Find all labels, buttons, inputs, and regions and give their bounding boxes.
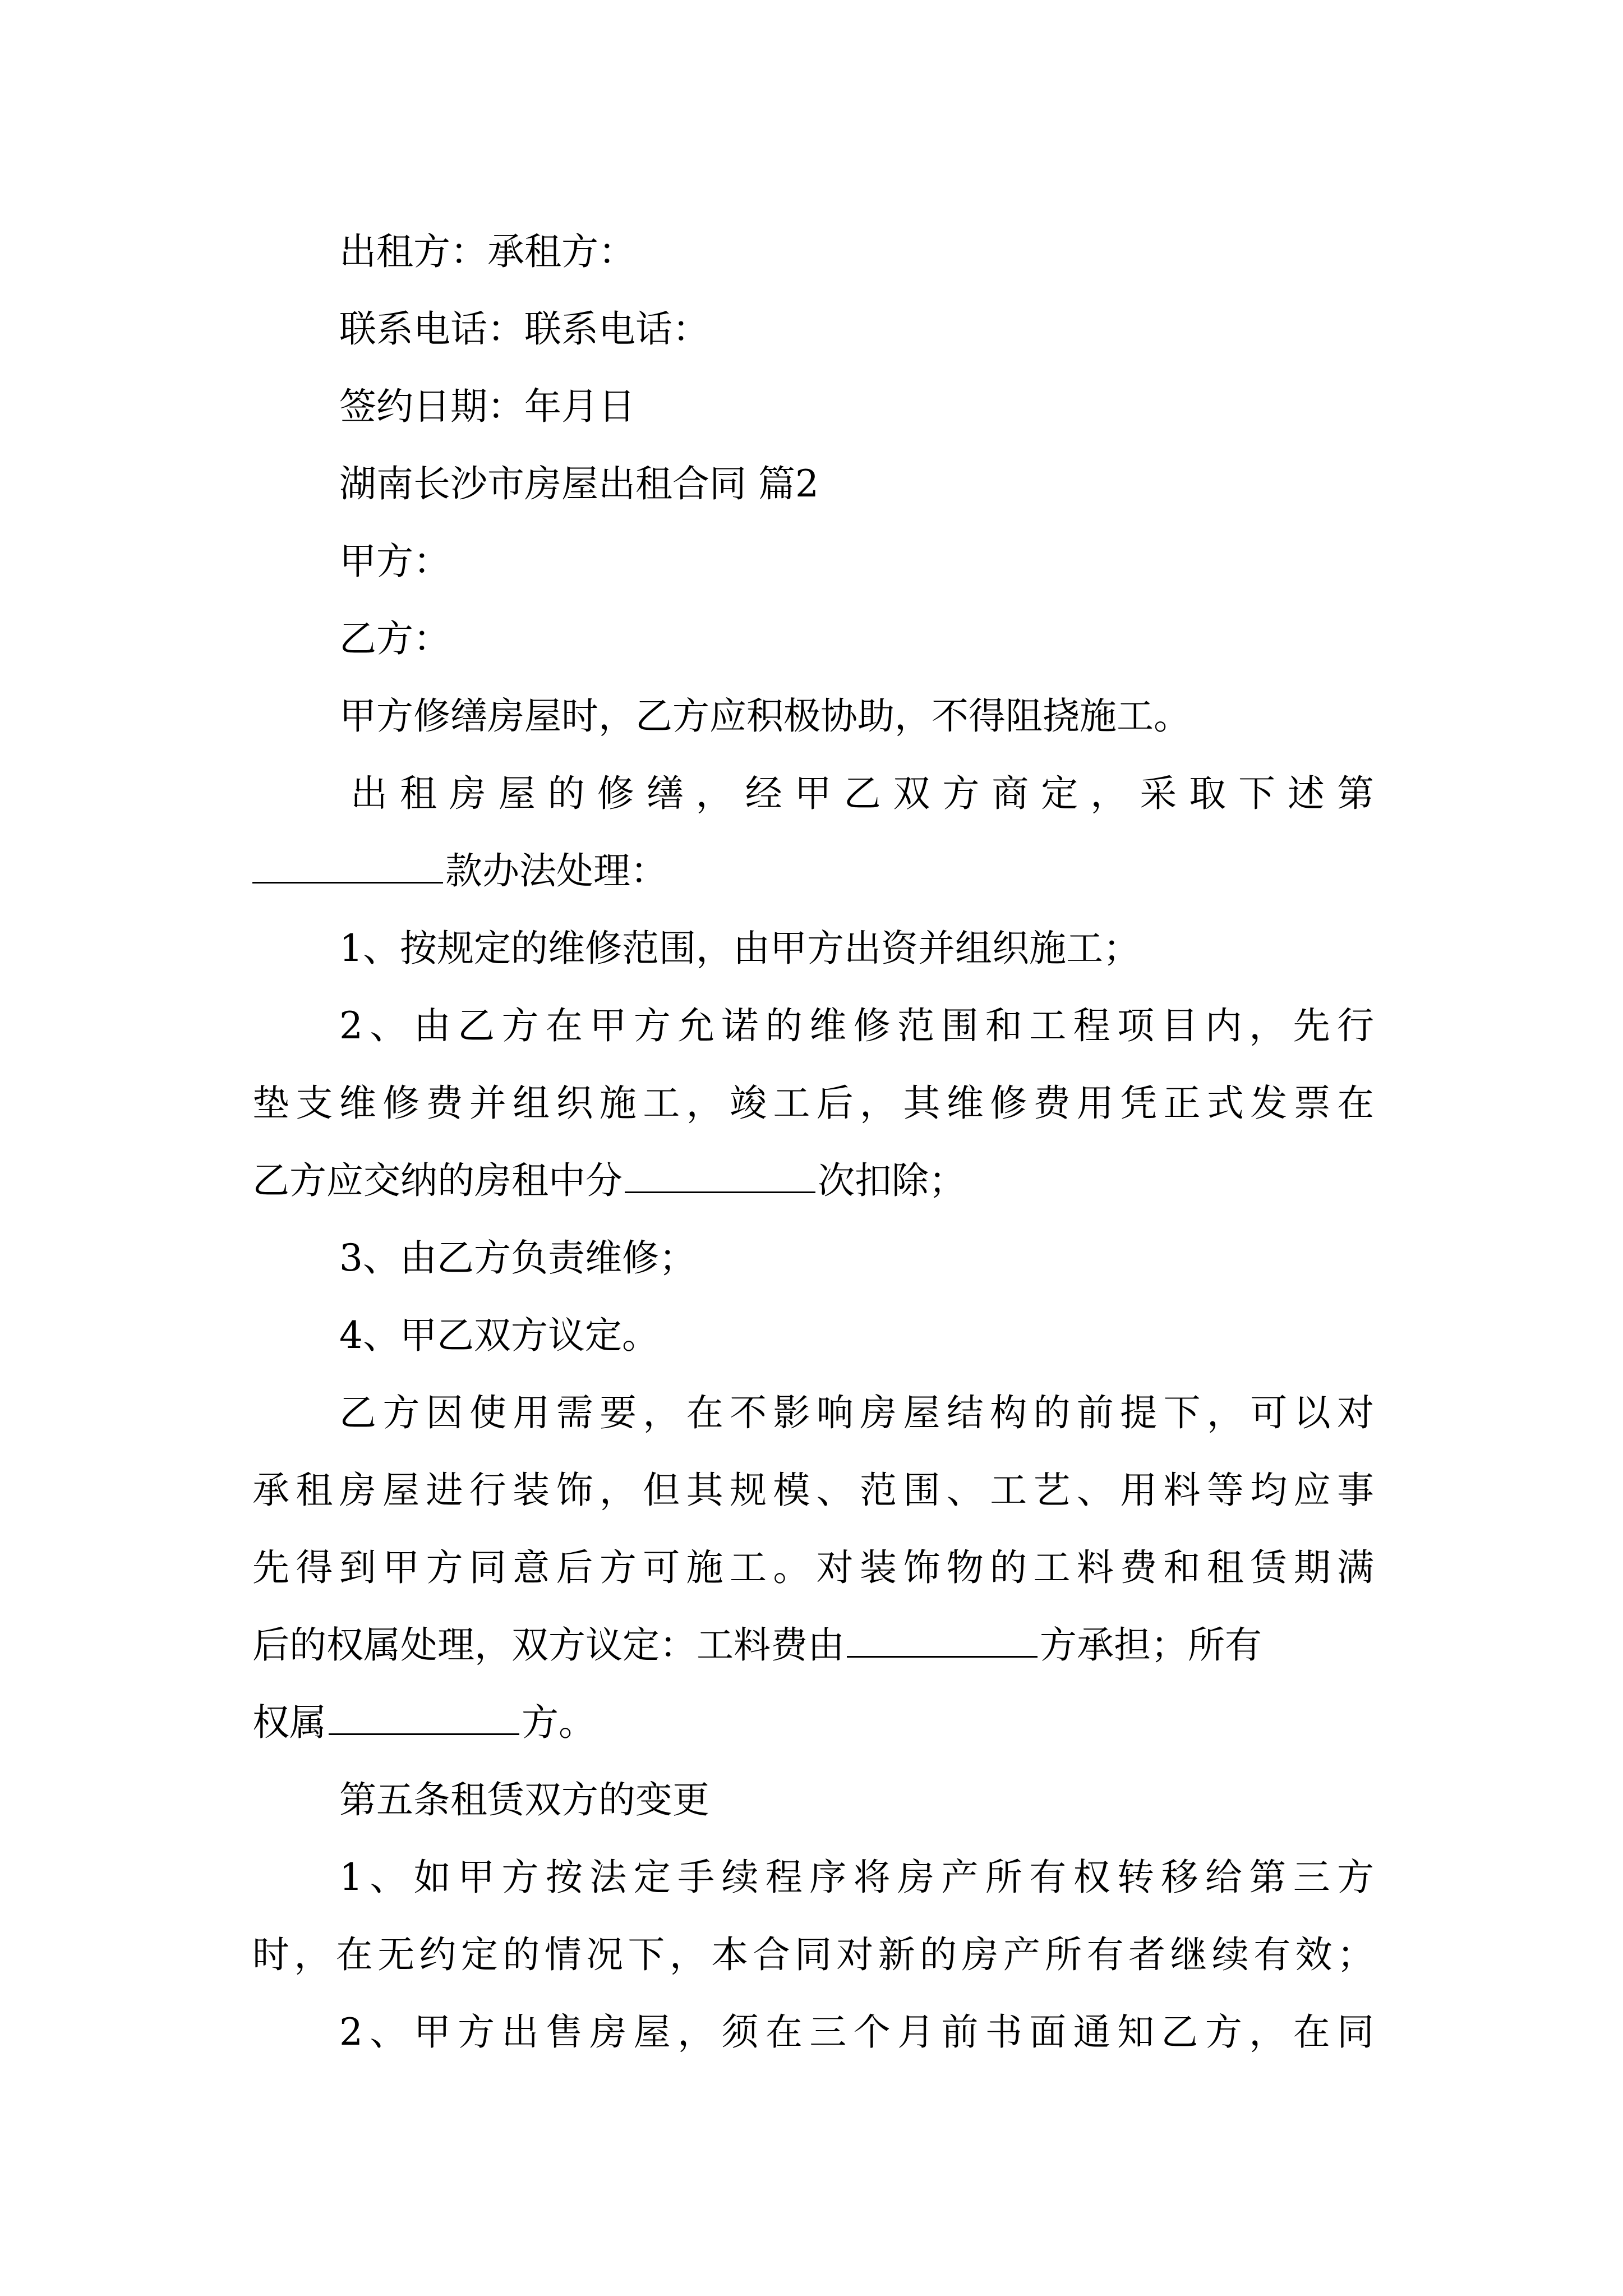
article-five-heading: 第五条租赁双方的变更	[339, 1778, 709, 1821]
decoration-clause-text-b: 方承担；所有	[1040, 1623, 1262, 1667]
party-b-line: 乙方：	[339, 617, 450, 660]
decoration-clause-line-2: 承租房屋进行装饰，但其规模、范围、工艺、用料等均应事	[252, 1469, 1374, 1512]
repair-clause-line-2	[252, 832, 1374, 910]
repair-option-4: 4、甲乙双方议定。	[339, 1314, 659, 1357]
fill-blank	[252, 845, 443, 884]
article-five-item-2-line-1: 2、甲方出售房屋，须在三个月前书面通知乙方，在同	[339, 2010, 1374, 2054]
decoration-clause-text-a: 后的权属处理，双方议定：工料费由	[252, 1623, 845, 1667]
repair-option-2-line-3	[252, 1142, 1374, 1220]
article-five-item-1-line-2: 时，在无约定的情况下，本合同对新的房产所有者继续有效；	[252, 1933, 1374, 1976]
decoration-clause-text-c: 权属	[252, 1701, 326, 1744]
fill-blank	[329, 1696, 519, 1735]
repair-option-2-line-1: 2、由乙方在甲方允诺的维修范围和工程项目内，先行	[339, 1004, 1374, 1047]
decoration-clause-line-3: 先得到甲方同意后方可施工。对装饰物的工料费和租赁期满	[252, 1546, 1374, 1589]
repair-option-3: 3、由乙方负责维修；	[339, 1236, 696, 1280]
contract-title: 湖南长沙市房屋出租合同 篇2	[339, 462, 819, 505]
repair-clause-text: 款办法处理：	[445, 849, 667, 892]
fill-blank	[625, 1154, 815, 1193]
article-five-item-1-line-1: 1、如甲方按法定手续程序将房产所有权转移给第三方	[339, 1856, 1374, 1899]
repair-clause-line-1: 出租房屋的修缮，经甲乙双方商定，采取下述第	[351, 772, 1374, 815]
document-page	[252, 213, 1374, 2071]
repair-option-2-line-2: 垫支维修费并组织施工，竣工后，其维修费用凭正式发票在	[252, 1082, 1374, 1125]
fill-blank	[847, 1619, 1038, 1658]
repair-option-2-text-a: 乙方应交纳的房租中分	[252, 1159, 623, 1202]
repair-option-1: 1、按规定的维修范围，由甲方出资并组织施工；	[339, 927, 1140, 970]
decoration-clause-line-1: 乙方因使用需要，在不影响房屋结构的前提下，可以对	[339, 1391, 1374, 1434]
sign-date-line: 签约日期：年月日	[339, 385, 635, 428]
decoration-clause-line-4	[252, 1607, 1374, 1684]
repair-option-2-text-b: 次扣除；	[818, 1159, 966, 1202]
repair-cooperation-text: 甲方修缮房屋时，乙方应积极协助，不得阻挠施工。	[339, 694, 1191, 738]
party-line: 出租方：承租方：	[339, 230, 635, 273]
decoration-clause-text-d: 方。	[522, 1701, 596, 1744]
party-a-line: 甲方：	[339, 540, 450, 583]
phone-line: 联系电话：联系电话：	[339, 307, 709, 351]
decoration-clause-line-5	[252, 1684, 1374, 1761]
